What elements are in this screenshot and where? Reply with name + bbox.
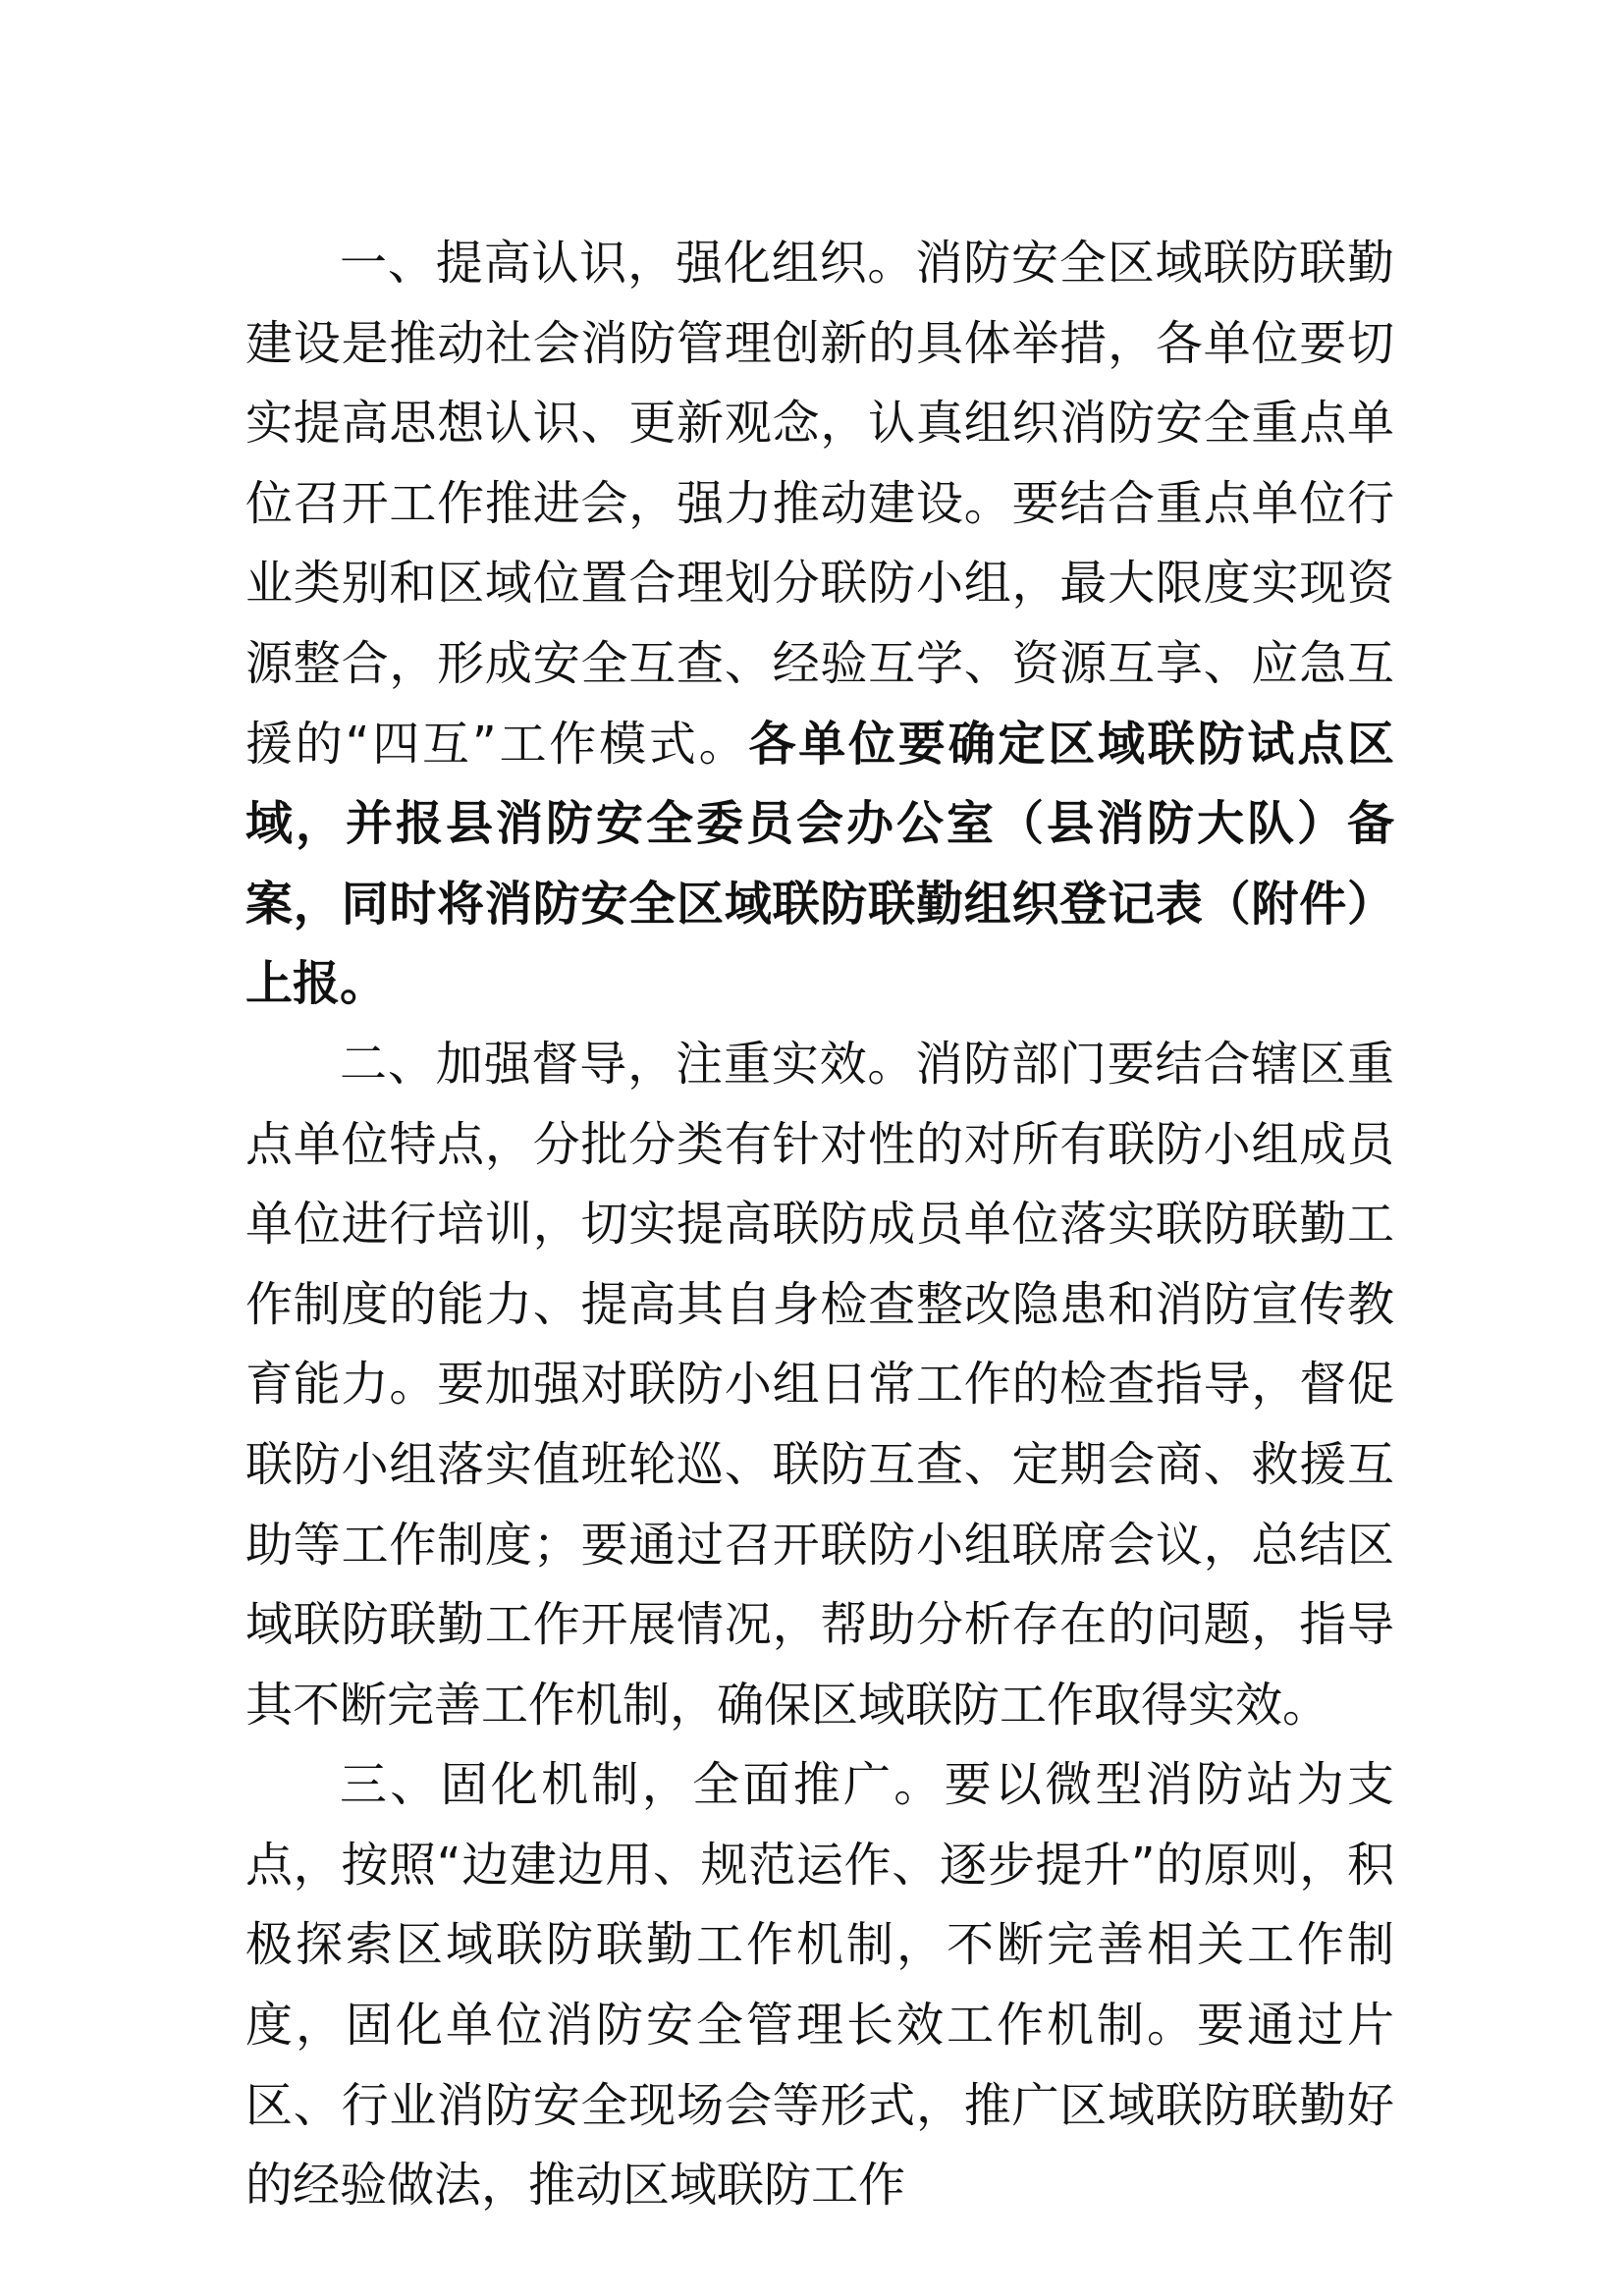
paragraph-2-strengthen-supervision <box>245 1025 1394 1745</box>
paragraph-1-bold-text: 各单位要确定区域联防试点区域，并报县消防安全委员会办公室（县消防大队）备案，同时将消防安全区域联防联勤组织登记表（附件）上报。 <box>245 716 1394 1012</box>
paragraph-3-text: 三、固化机制，全面推广。要以微型消防站为支点，按照“边建边用、规范运作、逐步提升”的原则，积极探索区域联防联勤工作机制，不断完善相关工作制度，固化单位消防安全管理长效工作机制。要通过片区、行业消防安全现场会等形式，推广区域联防联勤好的经验做法，推动区域联防工作 <box>245 1757 1394 2214</box>
paragraph-2-text: 二、加强督导，注重实效。消防部门要结合辖区重点单位特点，分批分类有针对性的对所有联防小组成员单位进行培训，切实提高联防成员单位落实联防联勤工作制度的能力、提高其自身检查整改隐患和消防宣传教育能力。要加强对联防小组日常工作的检查指导，督促联防小组落实值班轮巡、联防互查、定期会商、救援互助等工作制度；要通过召开联防小组联席会议，总结区域联防联勤工作开展情况，帮助分析存在的问题，指导其不断完善工作机制，确保区域联防工作取得实效。 <box>245 1036 1394 1733</box>
paragraph-1-text: 一、提高认识，强化组织。消防安全区域联防联勤建设是推动社会消防管理创新的具体举措，各单位要切实提高思想认识、更新观念，认真组织消防安全重点单位召开工作推进会，强力推动建设。要结合重点单位行业类别和区域位置合理划分联防小组，最大限度实现资源整合，形成安全互查、经验互学、资源互享、应急互援的“四互”工作模式。 <box>245 236 1394 772</box>
paragraph-1-raise-awareness <box>245 224 1394 1025</box>
paragraph-3-solidify-mechanism <box>245 1745 1394 2226</box>
document-body <box>245 224 1394 2226</box>
